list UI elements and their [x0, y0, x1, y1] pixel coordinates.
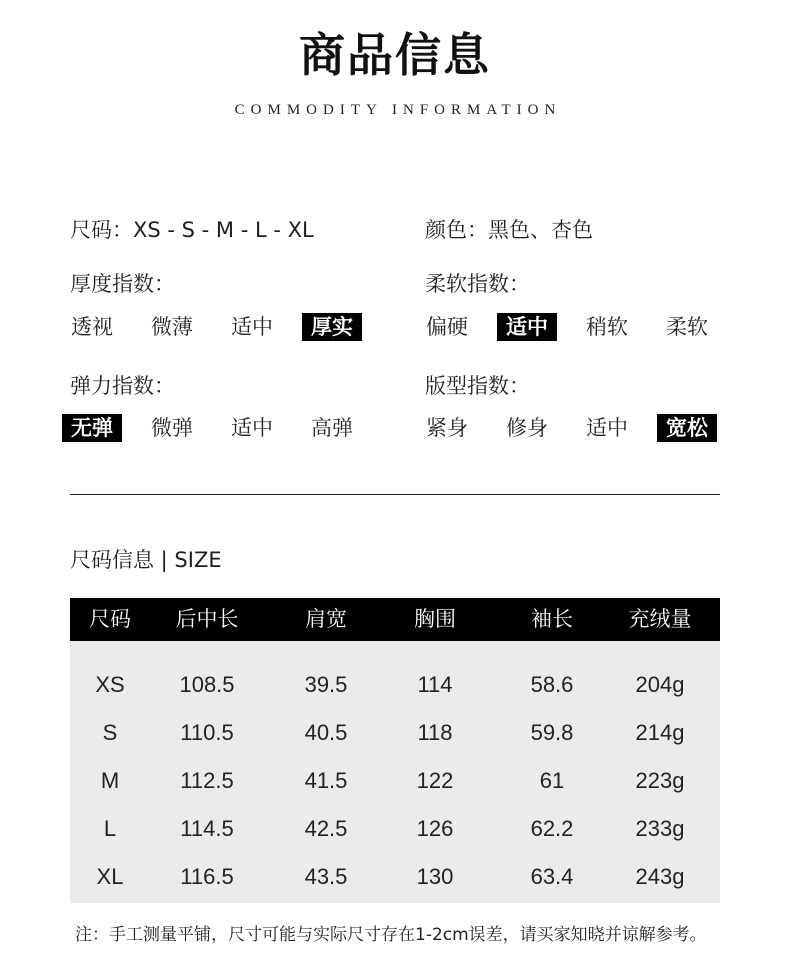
table-cell: 61	[539, 768, 565, 793]
column-header: 胸围	[414, 607, 456, 631]
table-cell: 233g	[635, 816, 685, 841]
table-cell: 116.5	[180, 864, 234, 889]
column-header: 肩宽	[305, 607, 347, 631]
thickness-option: 厚实	[302, 313, 362, 341]
size-table-body	[70, 641, 720, 903]
table-row	[70, 661, 720, 709]
elasticity-option: 高弹	[311, 416, 353, 440]
table-cell: 58.6	[530, 672, 574, 697]
elasticity-index-label: 弹力指数：	[70, 374, 175, 398]
color-spec-value: 黑色、杏色	[488, 218, 593, 242]
table-cell: 223g	[635, 768, 685, 793]
softness-index-options	[0, 313, 790, 341]
measurement-note: 注：手工测量平铺，尺寸可能与实际尺寸存在1-2cm误差，请买家知晓并谅解参考。	[75, 925, 707, 945]
table-cell: M	[100, 768, 120, 793]
table-cell: 41.5	[304, 768, 348, 793]
color-spec-label: 颜色：	[425, 218, 488, 242]
table-cell: 126	[416, 816, 454, 841]
table-row	[70, 853, 720, 901]
table-cell: XS	[95, 672, 125, 697]
table-cell: 42.5	[304, 816, 348, 841]
table-cell: 130	[416, 864, 454, 889]
fit-option: 修身	[506, 416, 548, 440]
table-cell: 43.5	[304, 864, 348, 889]
softness-index-label: 柔软指数：	[425, 272, 530, 296]
table-cell: 59.8	[530, 720, 574, 745]
size-table-title: 尺码信息 | SIZE	[70, 548, 222, 572]
table-cell: 108.5	[179, 672, 235, 697]
table-cell: 110.5	[180, 720, 234, 745]
table-cell: 114.5	[180, 816, 234, 841]
table-cell: 243g	[635, 864, 685, 889]
page-title: 商品信息	[299, 28, 491, 82]
table-cell: 63.4	[530, 864, 574, 889]
fit-option: 适中	[586, 416, 628, 440]
size-spec-value: XS - S - M - L - XL	[133, 218, 314, 242]
size-table-header	[70, 598, 720, 641]
table-cell: 118	[417, 720, 453, 745]
thickness-index-label: 厚度指数：	[70, 272, 175, 296]
fit-option: 宽松	[657, 414, 717, 442]
softness-option: 柔软	[666, 315, 708, 339]
size-spec	[70, 217, 314, 243]
softness-option: 偏硬	[426, 315, 468, 339]
table-cell: 112.5	[180, 768, 234, 793]
elasticity-option: 微弹	[151, 416, 193, 440]
elasticity-option: 无弹	[62, 414, 122, 442]
softness-option: 适中	[497, 313, 557, 341]
column-header: 尺码	[89, 607, 131, 631]
table-row	[70, 709, 720, 757]
table-cell: 122	[416, 768, 454, 793]
table-cell: L	[103, 816, 117, 841]
section-divider	[70, 494, 720, 495]
table-row	[70, 805, 720, 853]
column-header: 充绒量	[628, 607, 692, 631]
table-row	[70, 757, 720, 805]
thickness-option: 适中	[231, 315, 273, 339]
table-cell: 204g	[635, 672, 685, 697]
table-cell: 62.2	[530, 816, 574, 841]
table-cell: XL	[96, 864, 124, 889]
elasticity-option: 适中	[231, 416, 273, 440]
table-cell: 214g	[635, 720, 685, 745]
table-cell: 114	[417, 672, 453, 697]
fit-index-label: 版型指数：	[425, 374, 530, 398]
column-header: 袖长	[531, 607, 573, 631]
table-cell: 40.5	[304, 720, 348, 745]
table-cell: 39.5	[304, 672, 348, 697]
color-spec	[425, 217, 593, 243]
thickness-option: 微薄	[151, 315, 193, 339]
size-spec-label: 尺码：	[70, 218, 133, 242]
fit-index-options	[0, 414, 790, 442]
column-header: 后中长	[175, 607, 239, 631]
softness-option: 稍软	[586, 315, 628, 339]
table-cell: S	[102, 720, 118, 745]
page-subtitle: COMMODITY INFORMATION	[234, 102, 562, 118]
thickness-option: 透视	[71, 315, 113, 339]
fit-option: 紧身	[426, 416, 468, 440]
